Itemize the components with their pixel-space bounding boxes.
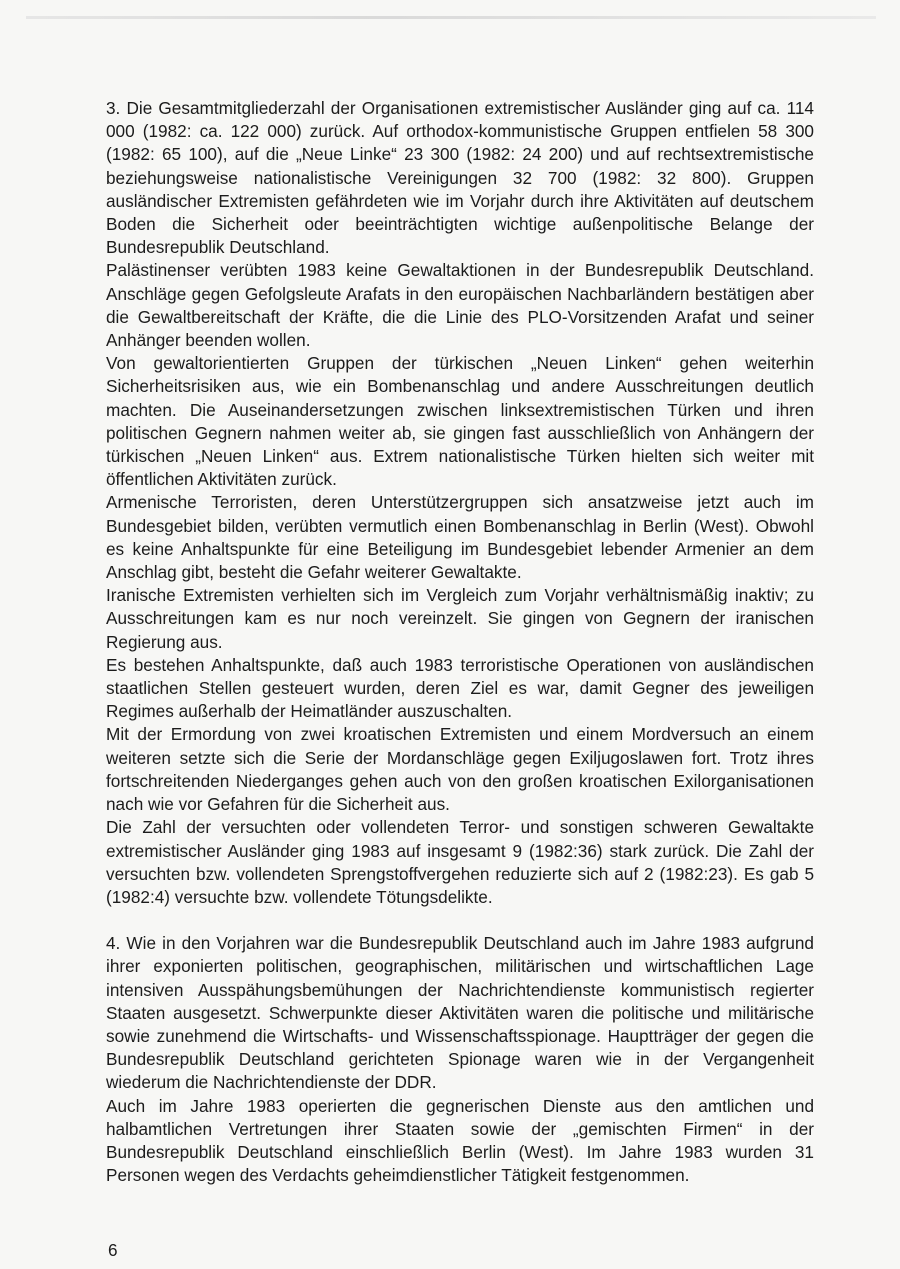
paragraph-membership-totals: 3. Die Gesamtmitgliederzahl der Organisationen extremistischer Ausländer ging auf ca. 114 000 (1982: ca. 122 000) zurück. Auf orthodox-kommunistische Gruppen entfielen 58 300 (1982: 65 100), auf die „Neue Linke“ 23 300 (1982: 24 200) und auf rechtsextremistische beziehungsweise nationalistische Vereinigungen 32 700 (1982: 32 800). Gruppen ausländischer Extremisten gefährdeten wie im Vorjahr durch ihre Aktivitäten auf deutschem Boden die Sicherheit oder beeinträchtigten wichtige außenpolitische Belange der Bundesrepublik Deutschland. bbox=[106, 98, 814, 258]
section-3 bbox=[106, 97, 814, 909]
paragraph-turkish-new-left: Von gewaltorientierten Gruppen der türkischen „Neuen Linken“ gehen weiterhin Sicherheitsrisiken aus, wie ein Bombenanschlag und andere Ausschreitungen deutlich machten. Die Auseinandersetzungen zwischen linksextremistischen Türken und ihren politischen Gegnern nahmen weiter ab, sie gingen fast ausschließlich von Anhängern der türkischen „Neuen Linken“ aus. Extrem nationalistische Türken hielten sich weiter mit öffentlichen Aktivitäten zurück. bbox=[106, 353, 814, 490]
section-4 bbox=[106, 932, 814, 1187]
paragraph-armenian-terrorists: Armenische Terroristen, deren Unterstützergruppen sich ansatzweise jetzt auch im Bundesgebiet bilden, verübten vermutlich einen Bombenanschlag in Berlin (West). Obwohl es keine Anhaltspunkte für eine Beteiligung im Bundesgebiet lebender Armenier an dem Anschlag gibt, besteht die Gefahr weiterer Gewaltakte. bbox=[106, 492, 814, 583]
scan-top-edge-rule bbox=[26, 16, 876, 19]
paragraph-espionage-overview: 4. Wie in den Vorjahren war die Bundesrepublik Deutschland auch im Jahre 1983 aufgrund ihrer exponierten politischen, geographischen, militärischen und wirtschaftlichen Lage intensiven Ausspähungsbemühungen der Nachrichtendienste kommunistisch regierter Staaten ausgesetzt. Schwerpunkte dieser Aktivitäten waren die politische und militärische sowie zunehmend die Wirtschafts- und Wissenschaftsspionage. Hauptträger der gegen die Bundesrepublik Deutschland gerichteten Spionage waren wie in der Vergangenheit wiederum die Nachrichtendienste der DDR. bbox=[106, 933, 814, 1093]
document-body bbox=[106, 97, 814, 1187]
paragraph-croatian-extremists: Mit der Ermordung von zwei kroatischen Extremisten und einem Mordversuch an einem weiteren setzte sich die Serie der Mordanschläge gegen Exiljugoslawen fort. Trotz ihres fortschreitenden Niederganges gehen auch von den großen kroatischen Exilorganisationen nach wie vor Gefahren für die Sicherheit aus. bbox=[106, 724, 814, 815]
paragraph-violence-statistics: Die Zahl der versuchten oder vollendeten Terror- und sonstigen schweren Gewaltakte extremistischer Ausländer ging 1983 auf insgesamt 9 (1982:36) stark zurück. Die Zahl der versuchten bzw. vollendeten Sprengstoffvergehen reduzierte sich auf 2 (1982:23). Es gab 5 (1982:4) versuchte bzw. vollendete Tötungsdelikte. bbox=[106, 817, 814, 907]
page-number: 6 bbox=[108, 1240, 118, 1260]
paragraph-state-controlled-operations: Es bestehen Anhaltspunkte, daß auch 1983 terroristische Operationen von ausländischen staatlichen Stellen gesteuert wurden, deren Ziel es war, damit Gegner des jeweiligen Regimes außerhalb der Heimatländer auszuschalten. bbox=[106, 654, 814, 722]
paragraph-iranian-extremists: Iranische Extremisten verhielten sich im Vergleich zum Vorjahr verhältnismäßig inaktiv; zu Ausschreitungen kam es nur noch vereinzelt. Sie gingen von Gegnern der iranischen Regierung aus. bbox=[106, 585, 814, 652]
paragraph-espionage-arrests: Auch im Jahre 1983 operierten die gegnerischen Dienste aus den amtlichen und halbamtlichen Vertretungen ihrer Staaten sowie der „gemischten Firmen“ in der Bundesrepublik Deutschland einschließlich Berlin (West). Im Jahre 1983 wurden 31 Personen wegen des Verdachts geheimdienstlicher Tätigkeit festgenommen. bbox=[106, 1095, 814, 1186]
paragraph-palestinians: Palästinenser verübten 1983 keine Gewaltaktionen in der Bundesrepublik Deutschland. Anschläge gegen Gefolgsleute Arafats in den europäischen Nachbarländern bestätigen aber die Gewaltbereitschaft der Kräfte, die die Linie des PLO-Vorsitzenden Arafat und seiner Anhänger beenden wollen. bbox=[106, 260, 814, 351]
